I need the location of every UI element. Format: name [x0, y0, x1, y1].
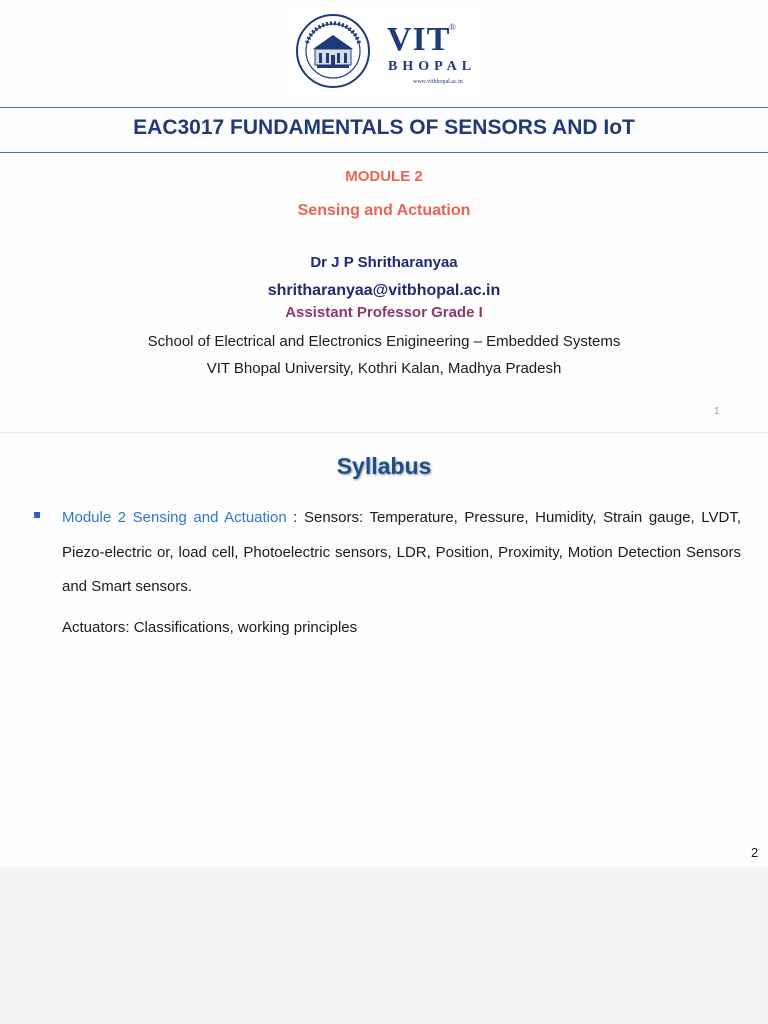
bottom-divider [0, 152, 768, 153]
author-name: Dr J P Shritharanyaa [310, 254, 458, 271]
actuators-text: Actuators: Classifications, working principles [62, 619, 358, 636]
school-name: School of Electrical and Electronics Enigineering – Embedded Systems [147, 333, 621, 350]
top-divider [0, 107, 768, 108]
logo-url: www.vitbhopal.ac.in [413, 79, 463, 85]
syllabus-paragraph [62, 501, 741, 605]
square-bullet-icon [34, 512, 40, 518]
sensors-text: : Sensors: Temperature, Pressure, Humidity, Strain gauge, LVDT, Piezo-electric or, load cell, Photoelectric sensors, LDR, Position, Proximity, Motion Detection Sensors and Smart sensors. [62, 509, 741, 595]
vit-bhopal-logo [291, 7, 477, 96]
logo-campus: BHOPAL [388, 59, 477, 74]
university-seal-icon [295, 13, 371, 89]
registered-mark: ® [449, 22, 456, 32]
author-email[interactable]: shritharanyaa@vitbhopal.ac.in [267, 282, 501, 299]
syllabus-slide [0, 432, 768, 867]
logo-brand: VIT [387, 21, 451, 58]
author-role: Assistant Professor Grade I [285, 304, 483, 321]
syllabus-title: Syllabus [336, 453, 432, 479]
title-slide [0, 0, 768, 432]
course-title: EAC3017 FUNDAMENTALS OF SENSORS AND IoT [133, 116, 635, 139]
page-number: 1 [714, 406, 720, 417]
module-link[interactable]: Module 2 Sensing and Actuation [62, 509, 287, 526]
university-address: VIT Bhopal University, Kothri Kalan, Madhya Pradesh [206, 360, 562, 377]
module-subtitle: Sensing and Actuation [297, 202, 471, 219]
page-number: 2 [751, 845, 759, 860]
module-label: MODULE 2 [345, 168, 423, 185]
